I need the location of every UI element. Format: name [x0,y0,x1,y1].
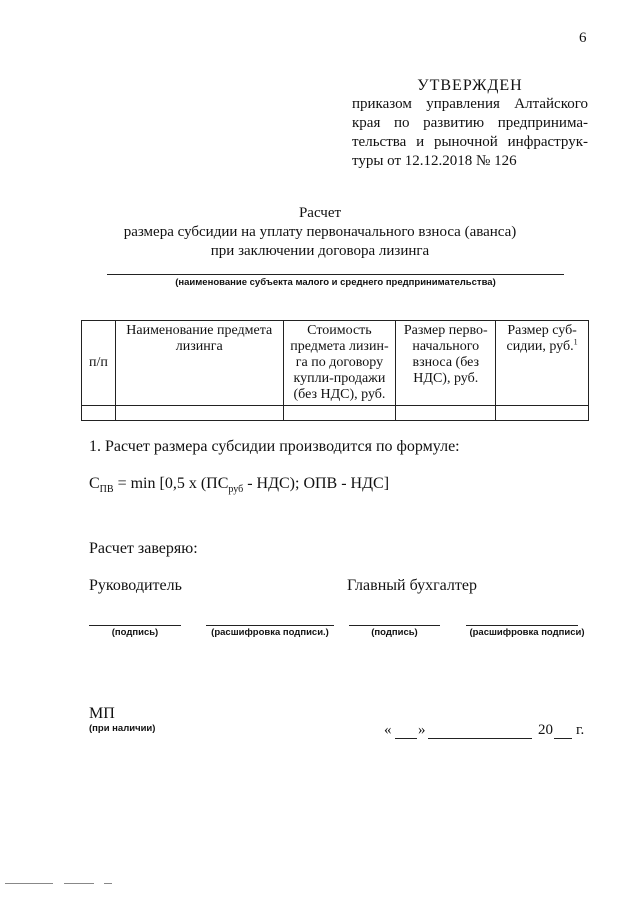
date-quote-close: » [418,722,426,738]
name-caption: (расшифровка подписи.) [211,627,329,638]
page-number: 6 [579,30,587,46]
scan-artifact [64,883,94,884]
formula-part1: = min [0,5 х (ПС [113,475,229,492]
calculation-table [81,320,589,421]
table-cell [115,406,283,421]
approval-line: приказом управления Алтайского [352,96,588,112]
header-cell-text: Размер суб-сидии, руб. [506,323,577,354]
header-cell [496,321,589,406]
approval-title: УТВЕРЖДЕН [417,77,523,94]
header-cell: Наименование предмета лизинга [115,321,283,406]
title-line: размера субсидии на уплату первоначального взноса (аванса) [123,224,517,240]
title-line: при заключении договора лизинга [210,243,430,259]
approval-block [352,76,588,171]
date-year-suffix: г. [576,722,585,738]
table-cell [496,406,589,421]
subject-name-line [107,274,564,275]
header-cell: Размер перво-начального взноса (без НДС), руб. [396,321,496,406]
signature-caption: (подпись) [371,627,418,638]
signature-caption: (подпись) [111,627,159,638]
date-year-prefix: 20 [538,722,553,738]
footnote-mark: 1 [573,337,578,347]
paragraph-1: 1. Расчет размера субсидии производится по формуле: [89,438,460,455]
date-day-line [395,738,417,739]
header-cell: Стоимость предмета лизин-га по договору купли-продажи (без НДС), руб. [283,321,396,406]
scan-artifact [104,883,112,884]
head-name-line [206,625,334,626]
accountant-name-line [466,625,578,626]
approval-line: тельства и рыночной инфраструк- [352,134,588,150]
name-caption: (расшифровка подписи) [469,627,585,638]
date-quote-open: « [384,722,392,738]
approval-line: туры от 12.12.2018 № 126 [352,153,517,169]
stamp-label: МП [89,705,115,722]
table-header-row [82,321,589,406]
head-signature-line [89,625,181,626]
head-role-label: Руководитель [89,577,182,594]
table-cell [396,406,496,421]
title-line: Расчет [298,205,342,221]
formula-lhs: C [89,475,100,492]
approval-line: края по развитию предпринима- [352,115,588,131]
table-cell [82,406,116,421]
certify-label: Расчет заверяю: [89,540,198,557]
formula-part2: - НДС); ОПВ - НДС] [243,475,390,492]
accountant-role-label: Главный бухгалтер [347,577,477,594]
date-year-line [554,738,572,739]
table-cell [283,406,396,421]
document-title [80,204,560,261]
formula [89,475,389,495]
date-month-line [428,738,532,739]
table-row [82,406,589,421]
formula-lhs-sub: ПВ [99,484,114,496]
header-cell: п/п [82,321,116,406]
scan-artifact [5,883,53,884]
subject-caption: (наименование субъекта малого и среднего предпринимательства) [175,277,496,288]
formula-sub2: руб [228,484,244,496]
accountant-signature-line [349,625,440,626]
stamp-note: (при наличии) [89,723,156,734]
